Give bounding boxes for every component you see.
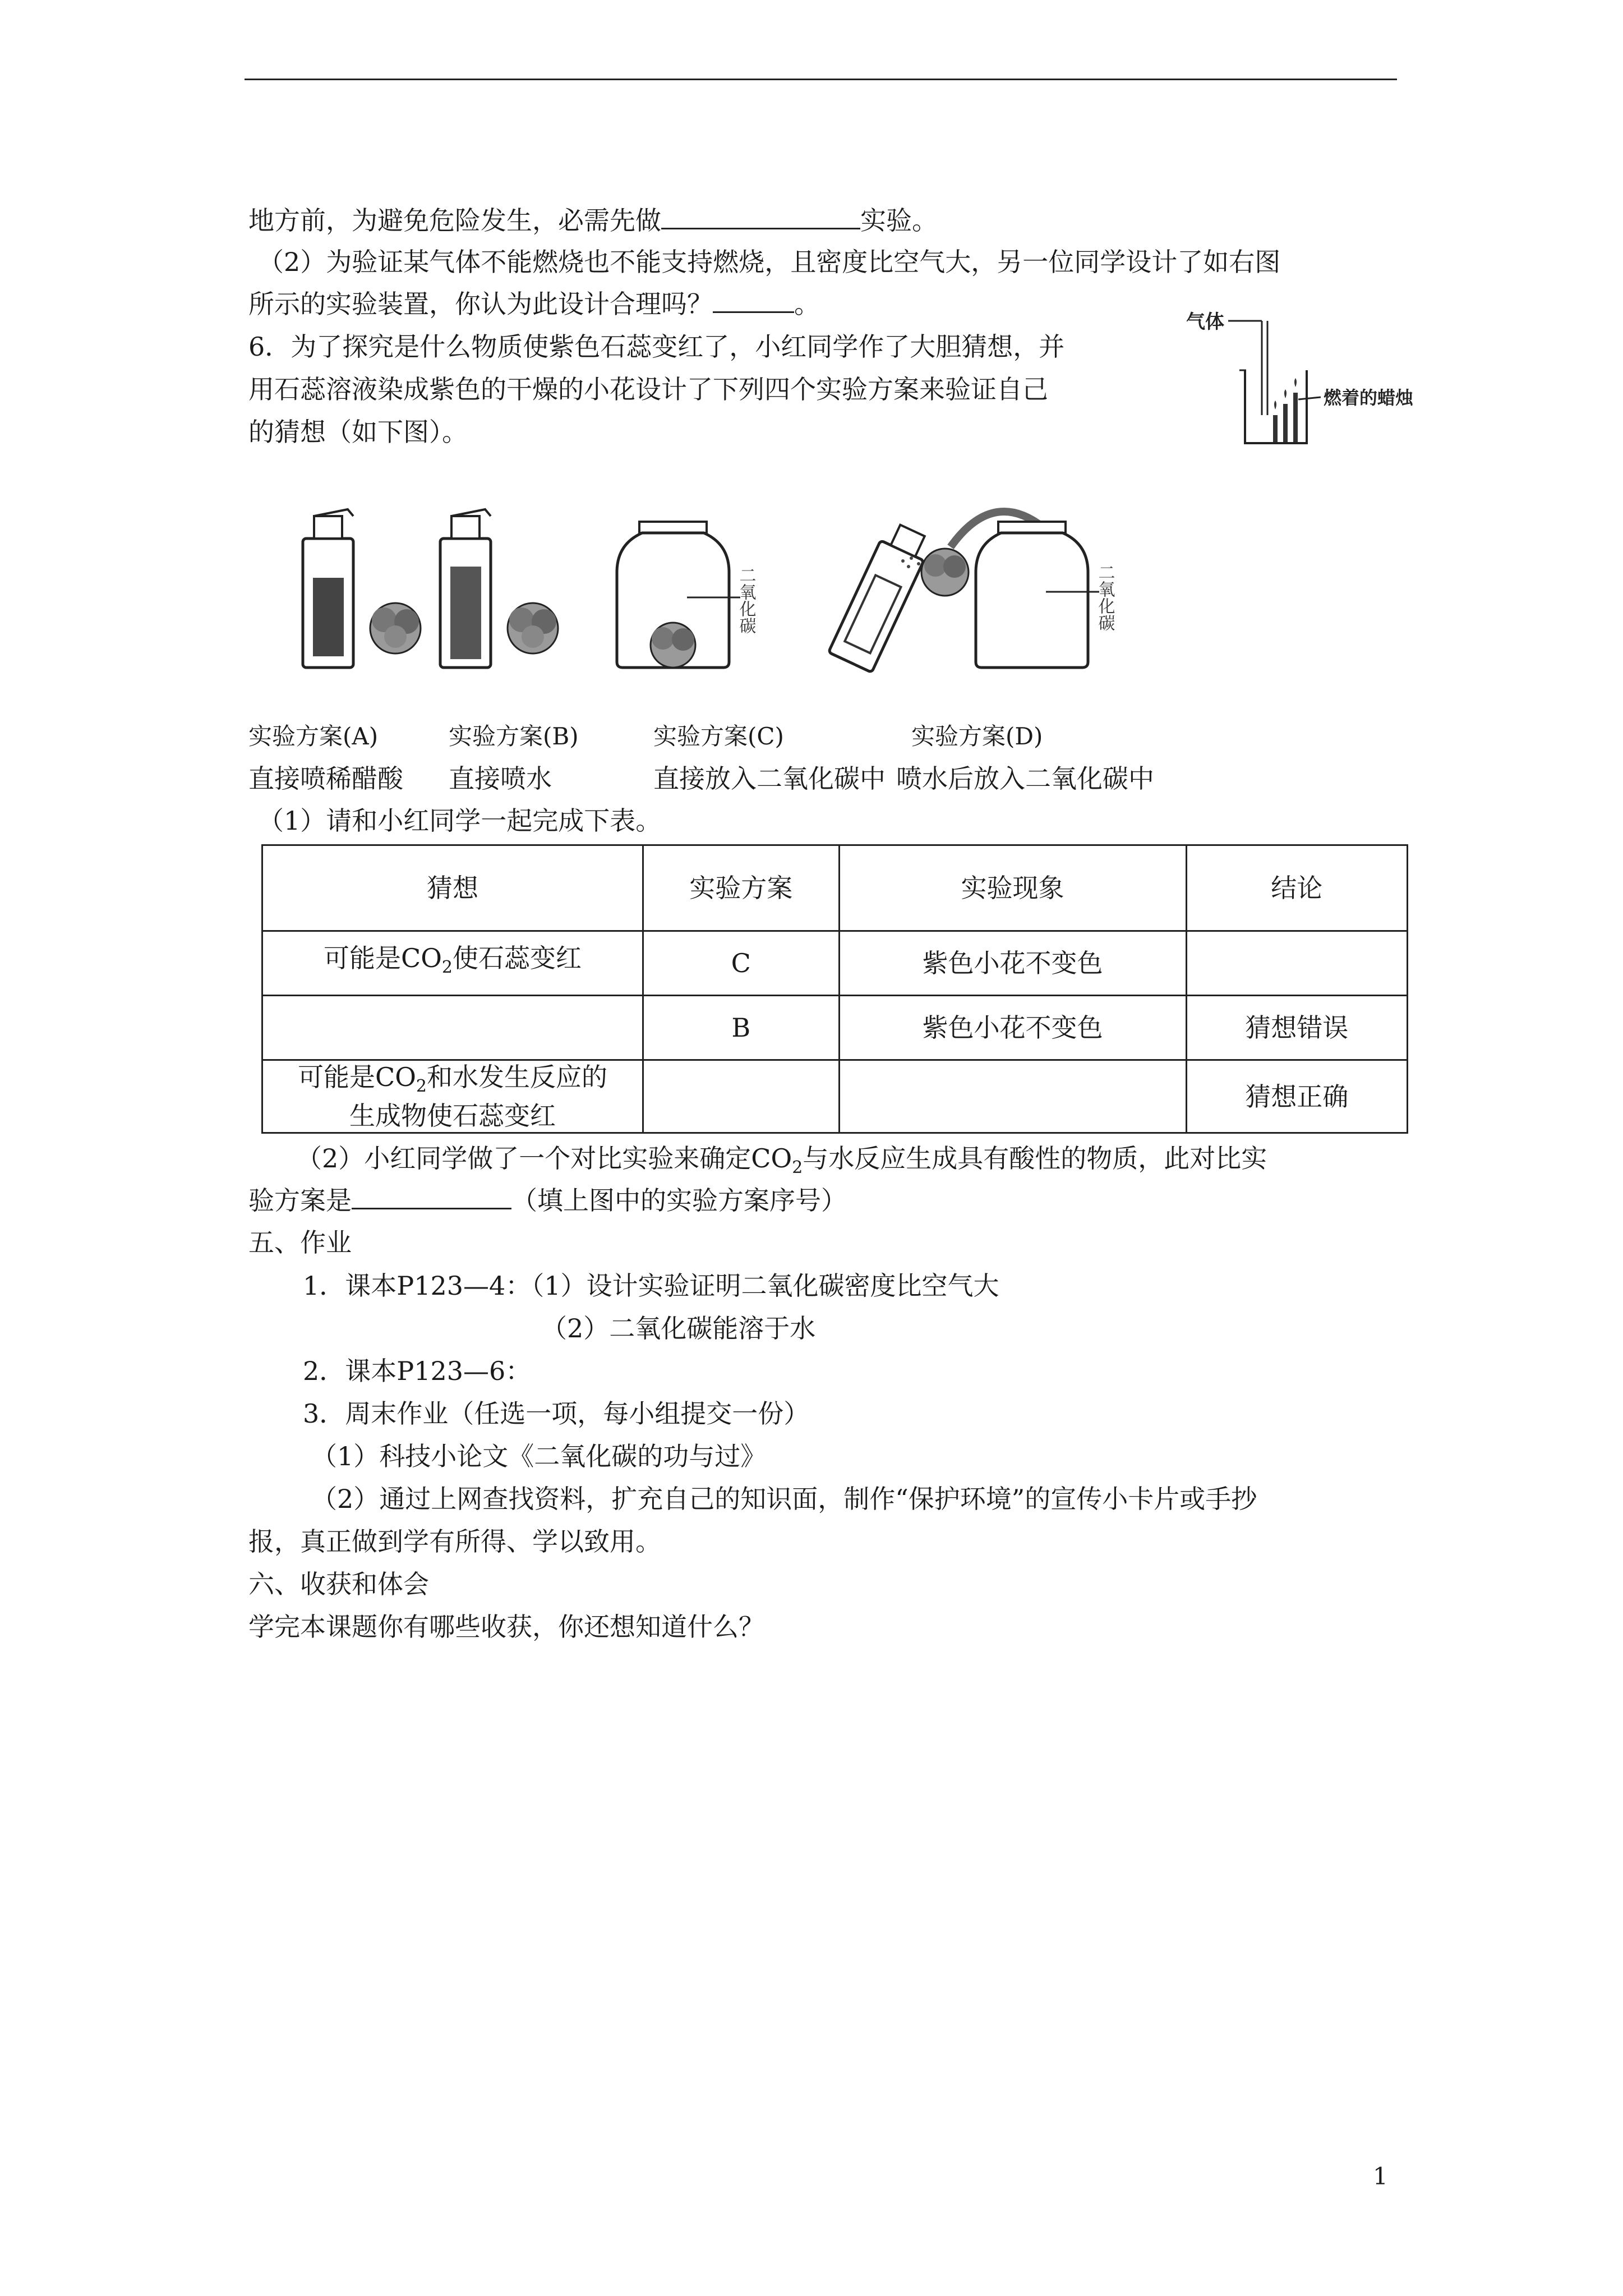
line1-text: 地方前，为避免危险发生，必需先做 xyxy=(248,205,661,236)
cell-scheme[interactable] xyxy=(643,1060,840,1133)
text-line-4: 6．为了探究是什么物质使紫色石蕊变红了，小红同学作了大胆猜想，并 xyxy=(248,332,1065,362)
section-homework-heading: 五、作业 xyxy=(248,1227,352,1258)
homework-3-option2: （2）通过上网查找资料，扩充自己的知识面，制作“保护环境”的宣传小卡片或手抄 xyxy=(311,1484,1257,1514)
header-conclusion: 结论 xyxy=(1186,845,1407,931)
scheme-b-title: 实验方案(B) xyxy=(449,723,579,750)
homework-3-option2-cont: 报，真正做到学有所得、学以致用。 xyxy=(248,1526,661,1557)
candle-label: 燃着的蜡烛 xyxy=(1324,387,1414,408)
gas-label: 气体 xyxy=(1186,311,1224,333)
guess-text: 可能是CO xyxy=(324,943,442,974)
scheme-c-title: 实验方案(C) xyxy=(653,723,784,750)
question-1: （1）请和小红同学一起完成下表。 xyxy=(258,806,662,836)
section-reflection-heading: 六、收获和体会 xyxy=(248,1569,429,1599)
cell-phenomenon: 紫色小花不变色 xyxy=(839,996,1186,1060)
cell-conclusion: 猜想正确 xyxy=(1186,1060,1407,1133)
header-rule xyxy=(245,79,1397,80)
table-row xyxy=(262,996,1408,1060)
line3-text: 所示的实验装置，你认为此设计合理吗？ xyxy=(248,289,713,319)
cell-phenomenon[interactable] xyxy=(839,1060,1186,1133)
line1-end: 实验。 xyxy=(860,205,938,236)
spray-bottle-b-icon xyxy=(440,509,491,668)
experiment-figure-row xyxy=(292,494,1166,684)
cell-conclusion[interactable] xyxy=(1186,931,1407,996)
cell-scheme: C xyxy=(643,931,840,996)
homework-3-option1: （1）科技小论文《二氧化碳的功与过》 xyxy=(311,1441,767,1471)
guess-text-line2: 生成物使石蕊变红 xyxy=(349,1101,556,1131)
q2-text-line2: 验方案是 xyxy=(248,1185,352,1216)
scheme-d-desc: 喷水后放入二氧化碳中 xyxy=(896,763,1154,794)
text-line-6: 的猜想（如下图）。 xyxy=(248,417,468,447)
guess-subscript: 2 xyxy=(416,1076,427,1097)
cell-phenomenon: 紫色小花不变色 xyxy=(839,931,1186,996)
guess-text-cont: 使石蕊变红 xyxy=(453,943,582,974)
answer-blank-3[interactable] xyxy=(352,1185,511,1209)
cell-conclusion: 猜想错误 xyxy=(1186,996,1407,1060)
scheme-a-desc: 直接喷稀醋酸 xyxy=(248,763,403,794)
cell-scheme: B xyxy=(643,996,840,1060)
candle-apparatus-figure xyxy=(1183,303,1447,449)
cell-guess xyxy=(262,1060,643,1133)
homework-1: 1．课本P123—4：（1）设计实验证明二氧化碳密度比空气大 xyxy=(303,1271,999,1301)
answer-blank-1[interactable] xyxy=(661,205,860,229)
q2-text-cont: 与水反应生成具有酸性的物质，此对比实 xyxy=(803,1143,1267,1174)
answer-blank-2[interactable] xyxy=(713,289,794,313)
flower-a-icon xyxy=(370,603,421,654)
q2-text: （2）小红同学做了一个对比实验来确定CO xyxy=(296,1143,792,1174)
homework-3: 3．周末作业（任选一项，每小组提交一份） xyxy=(303,1398,810,1429)
text-line-2: （2）为验证某气体不能燃烧也不能支持燃烧，且密度比空气大，另一位同学设计了如右图 xyxy=(258,247,1281,277)
guess-subscript: 2 xyxy=(441,958,453,978)
page-number: 1 xyxy=(1373,2162,1388,2190)
spray-bottle-a-icon xyxy=(303,509,353,668)
header-phenomenon: 实验现象 xyxy=(839,845,1186,931)
scheme-a-title: 实验方案(A) xyxy=(248,723,379,750)
header-scheme: 实验方案 xyxy=(643,845,840,931)
line3-end: 。 xyxy=(794,289,820,319)
table-header-row xyxy=(262,845,1408,931)
spray-bottle-d-icon xyxy=(828,520,933,673)
q2-hint: （填上图中的实验方案序号） xyxy=(511,1185,847,1216)
jar-c-label: 二氧化碳 xyxy=(736,567,756,634)
scheme-c-desc: 直接放入二氧化碳中 xyxy=(653,763,886,794)
question-2-line1 xyxy=(296,1142,1267,1185)
q2-subscript: 2 xyxy=(792,1158,803,1178)
scheme-d-title: 实验方案(D) xyxy=(911,723,1043,750)
scheme-b-desc: 直接喷水 xyxy=(449,763,552,794)
question-2-line2 xyxy=(248,1184,847,1217)
header-guess: 猜想 xyxy=(262,845,643,931)
flower-b-icon xyxy=(508,603,558,654)
gas-jar-c-icon xyxy=(617,522,757,668)
jar-d-label: 二氧化碳 xyxy=(1095,564,1115,631)
table-row xyxy=(262,931,1408,996)
homework-1-part2: （2）二氧化碳能溶于水 xyxy=(541,1313,816,1343)
reflection-question: 学完本课题你有哪些收获，你还想知道什么？ xyxy=(248,1612,764,1642)
table-row xyxy=(262,1060,1408,1133)
cell-guess xyxy=(262,931,643,996)
cell-guess[interactable] xyxy=(262,996,643,1060)
experiment-table xyxy=(261,844,1408,1134)
homework-2: 2．课本P123—6： xyxy=(303,1356,532,1386)
text-line-5: 用石蕊溶液染成紫色的干燥的小花设计了下列四个实验方案来验证自己 xyxy=(248,374,1048,404)
text-line-1 xyxy=(248,204,938,237)
guess-text: 可能是CO xyxy=(298,1061,416,1092)
gas-jar-d-icon xyxy=(976,522,1115,668)
text-line-3 xyxy=(248,287,820,321)
guess-text-cont: 和水发生反应的 xyxy=(427,1061,608,1092)
flower-d-icon xyxy=(921,549,969,596)
